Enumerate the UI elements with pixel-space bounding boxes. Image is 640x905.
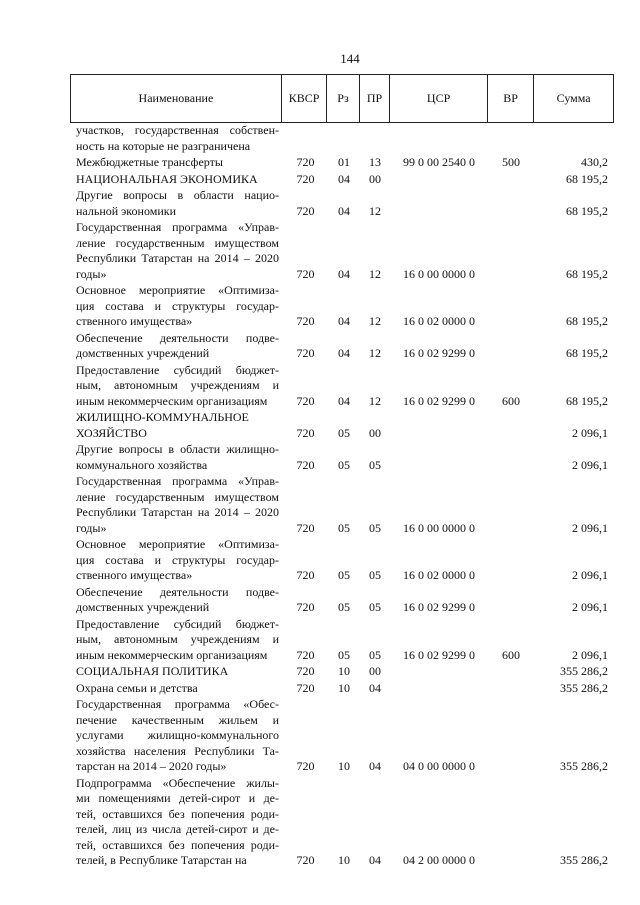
table-row	[70, 697, 614, 775]
table-row	[70, 617, 614, 664]
row-name	[70, 681, 283, 697]
row-name-line: ственного имущества»	[76, 314, 193, 328]
row-rz: 05	[338, 520, 350, 535]
row-kvsr: 720	[296, 520, 315, 535]
table-row	[70, 442, 614, 473]
table-row	[70, 474, 614, 536]
row-name-line: тей, оставшихся без попечения роди-	[76, 806, 279, 821]
row-pr: 00	[369, 425, 381, 440]
table-body	[70, 123, 614, 869]
row-csr: 04 0 00 0000 0	[403, 759, 475, 773]
row-name	[70, 664, 283, 680]
row-name-line: ция состава и структуры государ-	[76, 298, 279, 313]
row-csr: 16 0 02 0000 0	[403, 568, 475, 582]
row-csr: 04 2 00 0000 0	[403, 853, 475, 867]
row-name	[70, 123, 283, 154]
row-sum: 2 096,1	[572, 520, 608, 535]
row-name	[70, 442, 283, 473]
row-name-line: ление государственным имуществом	[76, 489, 279, 504]
row-name-line: годы»	[76, 520, 107, 535]
row-kvsr: 720	[296, 568, 315, 582]
row-name	[70, 474, 283, 536]
row-vr: 600	[502, 393, 520, 408]
header-name: Наименование	[70, 75, 281, 122]
row-rz: 04	[338, 314, 350, 328]
row-name-line: ление государственным имуществом	[76, 235, 279, 250]
row-name-line: телей, лиц из числа детей-сирот и де-	[76, 822, 279, 836]
row-pr: 12	[369, 203, 381, 218]
header-sum: Сумма	[533, 75, 614, 122]
row-kvsr: 720	[296, 680, 315, 695]
row-name-line: Охрана семьи и детства	[76, 680, 198, 695]
table-row	[70, 410, 614, 441]
row-name-line: Государственная программа «Управ-	[76, 474, 279, 488]
row-sum: 355 286,2	[560, 853, 608, 867]
row-name-line: телей, в Республике Татарстан на	[76, 853, 247, 867]
row-pr: 00	[369, 664, 381, 678]
row-rz: 01	[338, 155, 350, 169]
row-name-line: ственного имущества»	[76, 568, 193, 582]
row-name-line: Межбюджетные трансферты	[76, 155, 223, 169]
row-rz: 10	[338, 664, 350, 678]
row-sum: 68 195,2	[566, 171, 608, 186]
row-name-line: НАЦИОНАЛЬНАЯ ЭКОНОМИКА	[76, 171, 258, 186]
row-name-line: тарстан на 2014 – 2020 годы»	[76, 759, 227, 773]
row-name-line: Другие вопросы в области нацио-	[76, 188, 279, 202]
row-vr: 500	[502, 155, 520, 169]
row-rz: 05	[338, 600, 350, 614]
row-name	[70, 155, 283, 171]
row-name-line: Предоставление субсидий бюджет-	[76, 362, 279, 377]
row-pr: 05	[369, 568, 381, 582]
row-kvsr: 720	[296, 600, 315, 614]
row-kvsr: 720	[296, 171, 315, 186]
row-pr: 05	[369, 600, 381, 614]
row-sum: 430,2	[581, 155, 608, 169]
row-name	[70, 617, 283, 664]
row-name-line: хозяйства населения Республики Та-	[76, 743, 279, 758]
row-csr: 16 0 00 0000 0	[403, 266, 475, 281]
row-name-line: Республики Татарстан на 2014 – 2020	[76, 505, 279, 519]
row-name-line: иным некоммерческим организациям	[76, 393, 268, 408]
row-name-line: печение качественным жильем и	[76, 712, 279, 727]
row-name-line: домственных учреждений	[76, 346, 210, 360]
table-row	[70, 585, 614, 616]
row-pr: 05	[369, 647, 381, 662]
row-name-line: Подпрограмма «Обеспечение жилы-	[76, 775, 279, 790]
row-kvsr: 720	[296, 266, 315, 281]
table-row	[70, 123, 614, 154]
row-name	[70, 537, 283, 584]
row-name-line: Другие вопросы в области жилищно-	[76, 442, 279, 456]
row-csr: 16 0 02 9299 0	[403, 393, 475, 408]
row-rz: 05	[338, 647, 350, 662]
page-number: 144	[340, 51, 360, 66]
row-name-line: СОЦИАЛЬНАЯ ПОЛИТИКА	[76, 664, 229, 678]
row-pr: 12	[369, 314, 381, 328]
row-kvsr: 720	[296, 759, 315, 773]
row-kvsr: 720	[296, 647, 315, 662]
row-name-line: ЖИЛИЩНО-КОММУНАЛЬНОЕ	[76, 410, 249, 424]
row-name-line: Государственная программа «Управ-	[76, 220, 279, 234]
row-pr: 12	[369, 346, 381, 360]
row-name-line: Основное мероприятие «Оптимиза-	[76, 283, 279, 297]
row-rz: 04	[338, 393, 350, 408]
header-vr: ВР	[487, 75, 533, 122]
row-pr: 04	[369, 853, 381, 867]
row-name	[70, 188, 283, 219]
row-pr: 00	[369, 171, 381, 186]
table-row	[70, 776, 614, 869]
row-name-line: нальной экономики	[76, 203, 176, 218]
row-name	[70, 220, 283, 282]
table-row	[70, 172, 614, 188]
row-sum: 2 096,1	[572, 647, 608, 662]
row-kvsr: 720	[296, 425, 315, 440]
row-name	[70, 776, 283, 869]
row-name-line: ным, автономным учреждениям и	[76, 378, 279, 392]
row-rz: 10	[338, 759, 350, 773]
header-rz: Рз	[326, 75, 359, 122]
row-kvsr: 720	[296, 457, 315, 472]
budget-table	[70, 74, 614, 869]
row-name-line: иным некоммерческим организациям	[76, 647, 268, 662]
row-sum: 2 096,1	[572, 568, 608, 582]
row-vr: 600	[502, 647, 520, 662]
row-kvsr: 720	[296, 155, 315, 169]
table-header	[70, 74, 614, 123]
row-sum: 2 096,1	[572, 600, 608, 614]
header-csr: ЦСР	[389, 75, 487, 122]
table-row	[70, 664, 614, 680]
row-sum: 355 286,2	[560, 759, 608, 773]
row-kvsr: 720	[296, 664, 315, 678]
table-row	[70, 188, 614, 219]
row-pr: 04	[369, 759, 381, 773]
row-sum: 68 195,2	[566, 203, 608, 218]
row-name-line: услугами жилищно-коммунального	[76, 728, 279, 742]
row-sum: 2 096,1	[572, 457, 608, 472]
row-rz: 10	[338, 680, 350, 695]
row-name	[70, 331, 283, 362]
row-csr: 16 0 02 9299 0	[403, 346, 475, 360]
row-kvsr: 720	[296, 393, 315, 408]
row-name-line: Предоставление субсидий бюджет-	[76, 616, 279, 631]
table-row	[70, 537, 614, 584]
row-kvsr: 720	[296, 853, 315, 867]
row-sum: 68 195,2	[566, 346, 608, 360]
row-sum: 2 096,1	[572, 425, 608, 440]
row-name-line: ность на которые не разграничена	[76, 138, 251, 153]
row-name-line: Республики Татарстан на 2014 – 2020	[76, 251, 279, 265]
row-name-line: ми помещениями детей-сирот и де-	[76, 791, 279, 805]
row-pr: 12	[369, 393, 381, 408]
row-name	[70, 410, 283, 441]
row-csr: 16 0 02 0000 0	[403, 314, 475, 328]
row-rz: 04	[338, 203, 350, 218]
row-csr: 16 0 02 9299 0	[403, 647, 475, 662]
table-row	[70, 283, 614, 330]
row-name-line: участков, государственная собствен-	[76, 123, 279, 137]
row-csr: 16 0 02 9299 0	[403, 600, 475, 614]
table-row	[70, 331, 614, 362]
row-name-line: домственных учреждений	[76, 600, 210, 614]
row-name	[70, 283, 283, 330]
row-name-line: Обеспечение деятельности подве-	[76, 330, 279, 345]
row-name-line: тей, оставшихся без попечения роди-	[76, 837, 279, 852]
row-pr: 05	[369, 457, 381, 472]
row-name	[70, 697, 283, 775]
header-pr: ПР	[359, 75, 390, 122]
row-sum: 68 195,2	[566, 393, 608, 408]
row-kvsr: 720	[296, 314, 315, 328]
table-row	[70, 220, 614, 282]
row-name-line: Обеспечение деятельности подве-	[76, 584, 279, 599]
row-rz: 10	[338, 853, 350, 867]
row-pr: 12	[369, 266, 381, 281]
row-name	[70, 363, 283, 410]
row-name-line: ным, автономным учреждениям и	[76, 632, 279, 646]
row-kvsr: 720	[296, 346, 315, 360]
row-rz: 04	[338, 346, 350, 360]
row-name-line: Основное мероприятие «Оптимиза-	[76, 537, 279, 551]
row-sum: 68 195,2	[566, 266, 608, 281]
table-row	[70, 155, 614, 171]
table-row	[70, 681, 614, 697]
row-name	[70, 172, 283, 188]
row-csr: 99 0 00 2540 0	[403, 155, 475, 169]
row-name-line: Государственная программа «Обес-	[76, 697, 279, 711]
header-kvsr: КВСР	[281, 75, 326, 122]
row-name-line: ХОЗЯЙСТВО	[76, 425, 147, 440]
row-pr: 04	[369, 680, 381, 695]
row-name-line: коммунального хозяйства	[76, 457, 208, 472]
row-sum: 68 195,2	[566, 314, 608, 328]
row-rz: 05	[338, 457, 350, 472]
row-pr: 05	[369, 520, 381, 535]
row-rz: 04	[338, 266, 350, 281]
row-sum: 355 286,2	[560, 680, 608, 695]
row-rz: 05	[338, 425, 350, 440]
row-name	[70, 585, 283, 616]
table-row	[70, 363, 614, 410]
row-kvsr: 720	[296, 203, 315, 218]
row-sum: 355 286,2	[560, 664, 608, 678]
row-csr: 16 0 00 0000 0	[403, 520, 475, 535]
row-name-line: годы»	[76, 266, 107, 281]
row-name-line: ция состава и структуры государ-	[76, 552, 279, 567]
row-rz: 05	[338, 568, 350, 582]
row-pr: 13	[369, 155, 381, 169]
row-rz: 04	[338, 171, 350, 186]
